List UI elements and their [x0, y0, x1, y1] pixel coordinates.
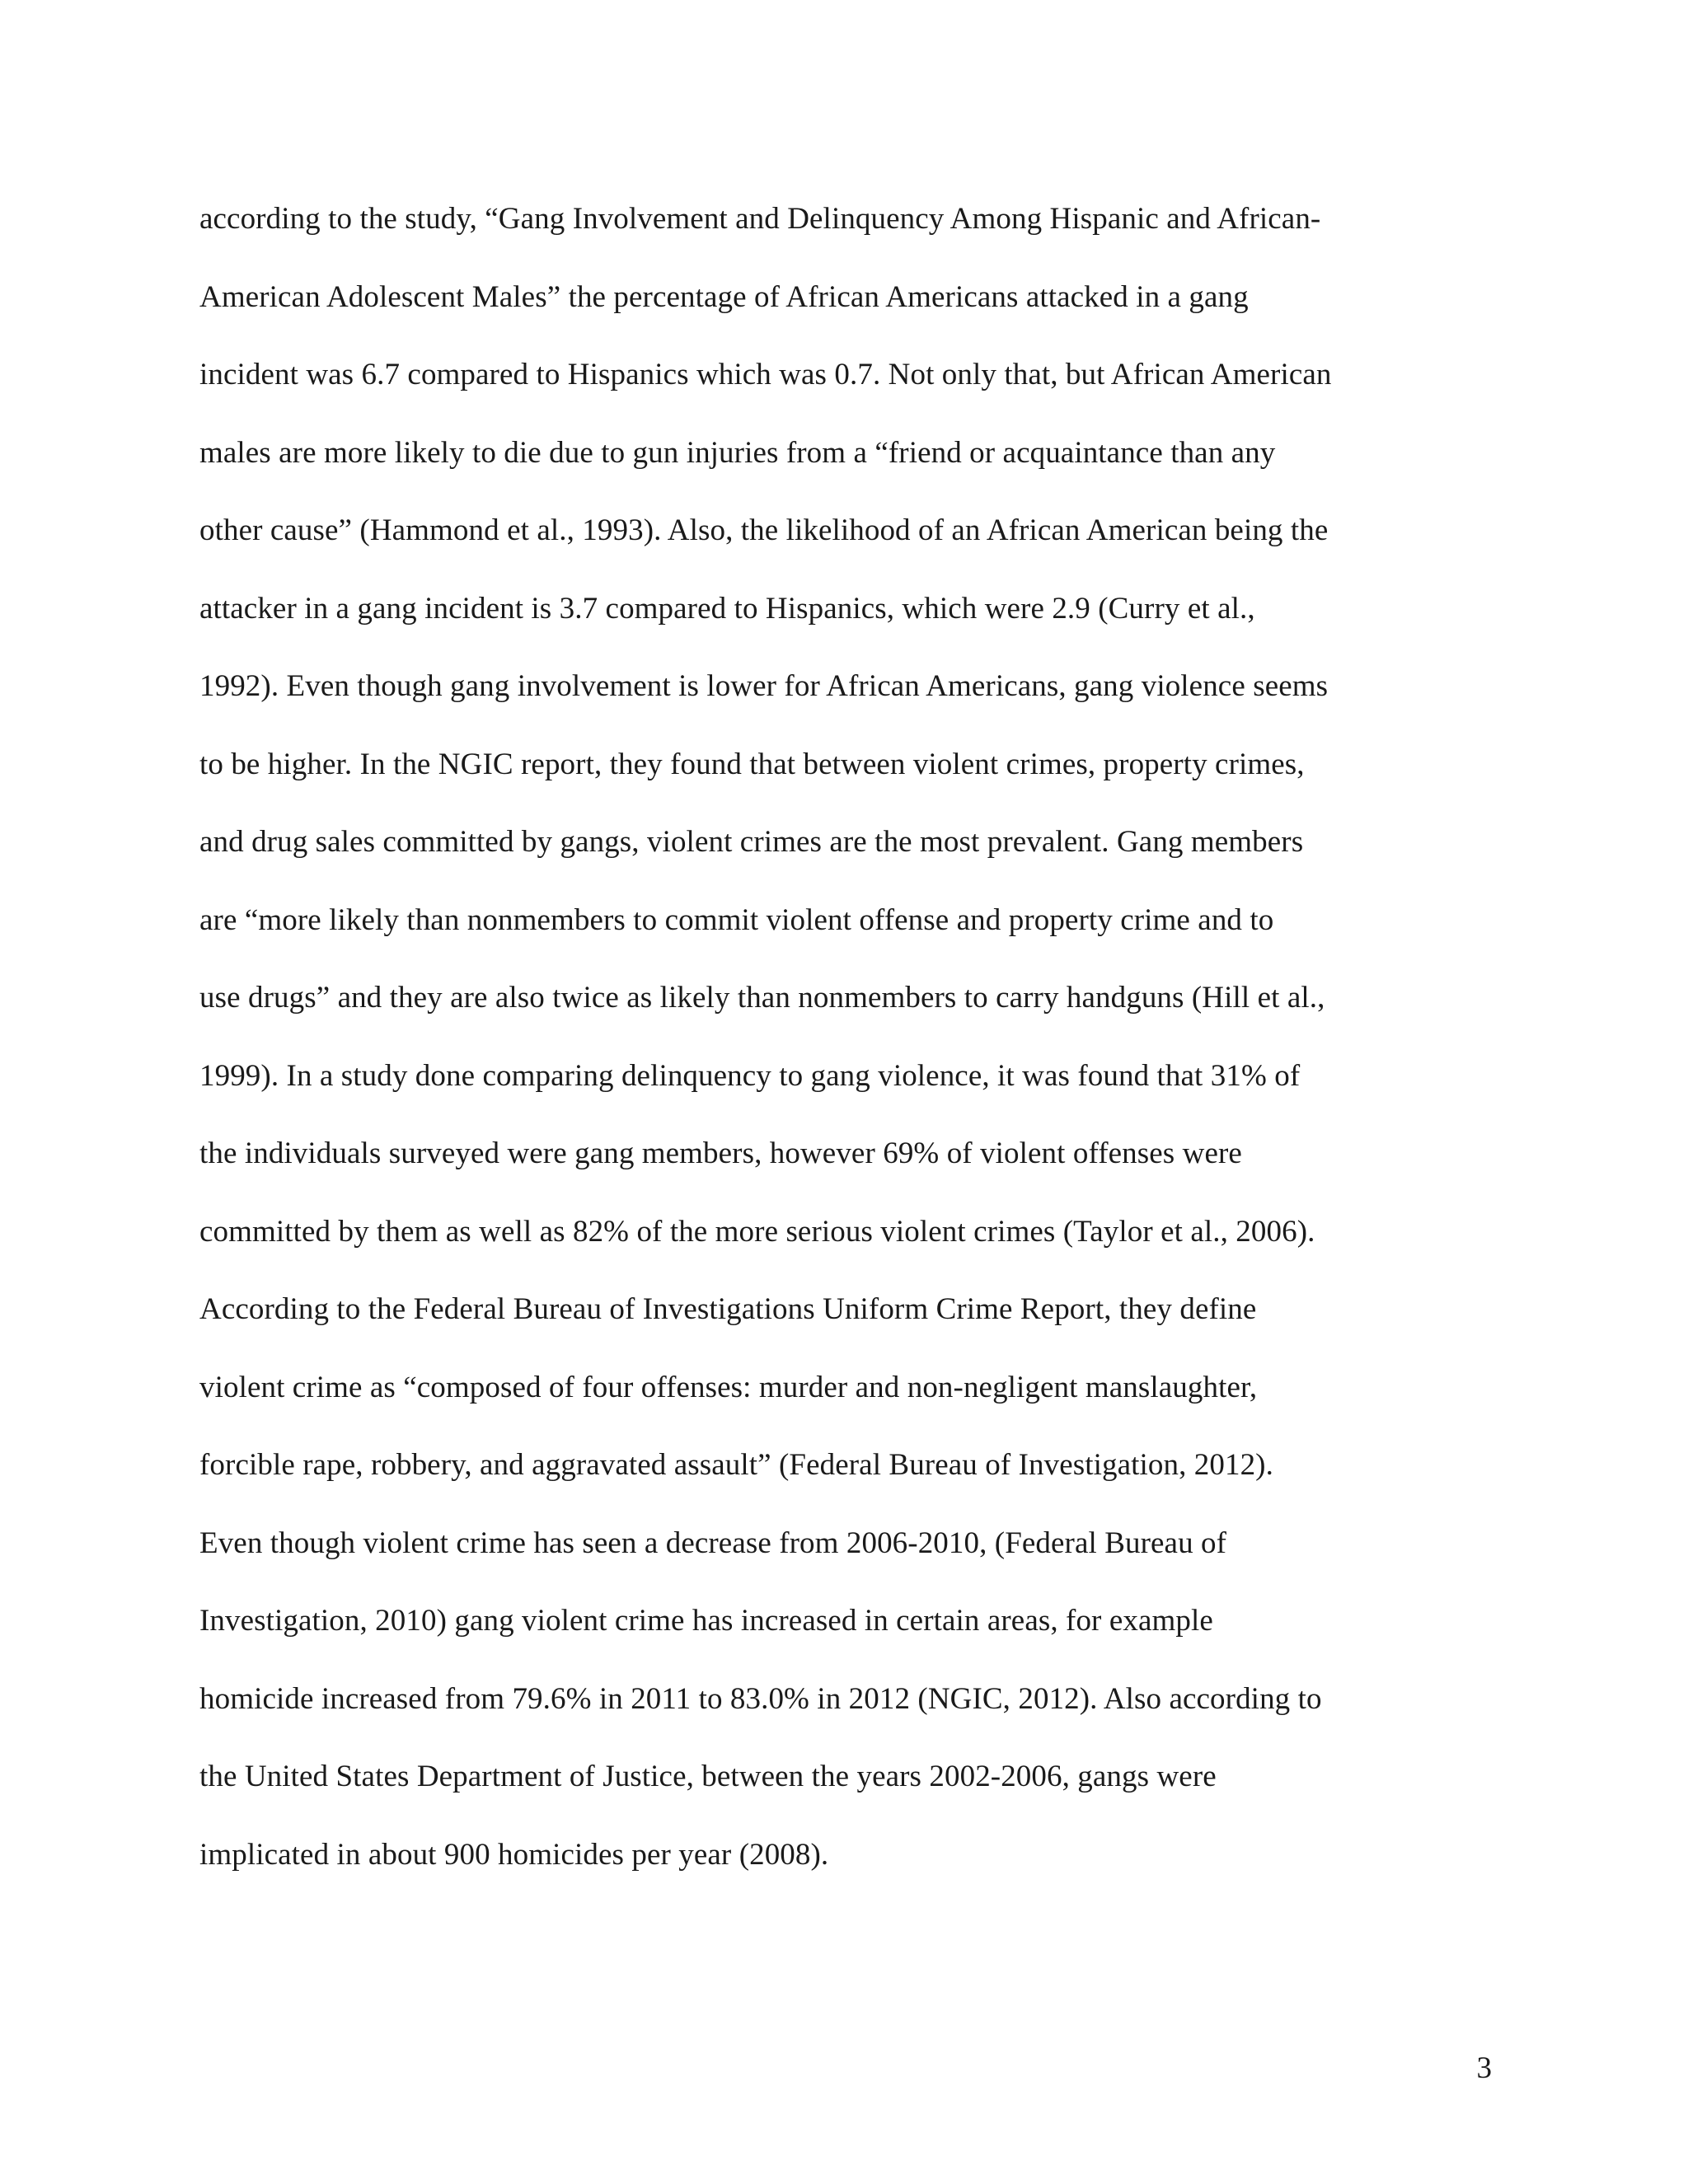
text-line: Investigation, 2010) gang violent crime has increased in certain areas, for example [199, 1604, 1213, 1638]
text-line: Even though violent crime has seen a decrease from 2006-2010, (Federal Bureau of [199, 1526, 1227, 1560]
text-line: 1992). Even though gang involvement is lower for African Americans, gang violence seems [199, 669, 1329, 703]
text-line: committed by them as well as 82% of the more serious violent crimes (Taylor et al., 2006). [199, 1214, 1315, 1249]
text-line: and drug sales committed by gangs, violent crimes are the most prevalent. Gang members [199, 825, 1304, 859]
text-line: to be higher. In the NGIC report, they found that between violent crimes, property crimes, [199, 747, 1305, 781]
text-line: According to the Federal Bureau of Investigations Uniform Crime Report, they define [199, 1292, 1257, 1326]
text-line: forcible rape, robbery, and aggravated assault” (Federal Bureau of Investigation, 2012). [199, 1448, 1273, 1482]
text-line: implicated in about 900 homicides per year (2008). [199, 1837, 829, 1872]
text-line: attacker in a gang incident is 3.7 compared to Hispanics, which were 2.9 (Curry et al., [199, 591, 1255, 626]
text-line: the United States Department of Justice, between the years 2002-2006, gangs were [199, 1760, 1217, 1793]
text-line: are “more likely than nonmembers to commit violent offense and property crime and to [199, 902, 1274, 937]
text-line: other cause” (Hammond et al., 1993). Also, the likelihood of an African American being the [199, 513, 1329, 547]
text-line: 1999). In a study done comparing delinquency to gang violence, it was found that 31% of [199, 1058, 1301, 1093]
text-line: the individuals surveyed were gang members, however 69% of violent offenses were [199, 1137, 1242, 1170]
page-number: 3 [1476, 2051, 1492, 2085]
text-line: males are more likely to die due to gun injuries from a “friend or acquaintance than any [199, 435, 1276, 470]
text-line: homicide increased from 79.6% in 2011 to 83.0% in 2012 (NGIC, 2012). Also according to [199, 1681, 1322, 1716]
text-line: incident was 6.7 compared to Hispanics which was 0.7. Not only that, but African American [199, 358, 1332, 391]
text-line: use drugs” and they are also twice as likely than nonmembers to carry handguns (Hill et al., [199, 981, 1325, 1015]
text-line: according to the study, “Gang Involvement and Delinquency Among Hispanic and African- [199, 202, 1321, 236]
body-paragraph [199, 194, 1502, 1908]
text-line: violent crime as “composed of four offenses: murder and non-negligent manslaughter, [199, 1370, 1258, 1404]
text-line: American Adolescent Males” the percentage of African Americans attacked in a gang [199, 279, 1249, 314]
